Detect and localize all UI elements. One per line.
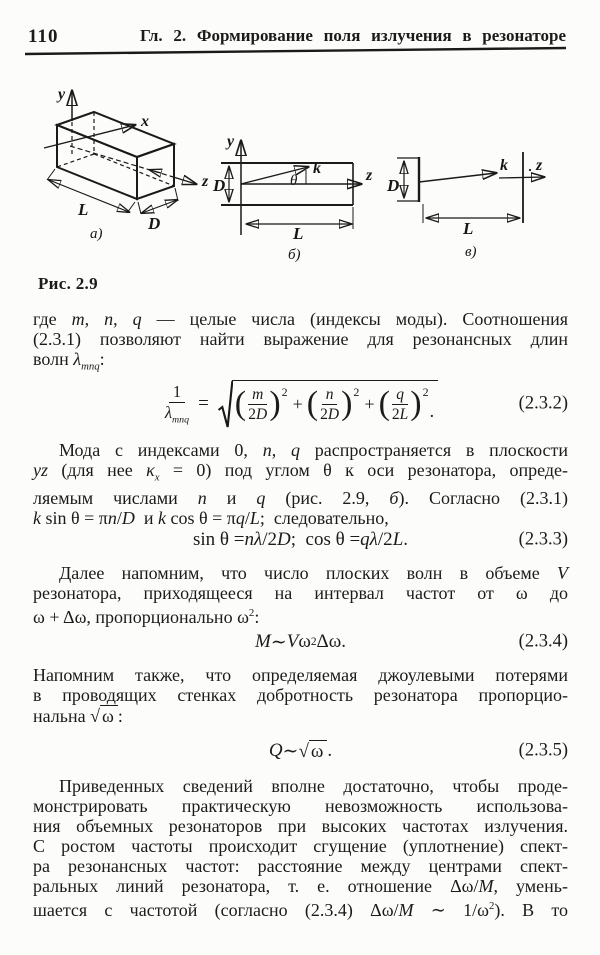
equation-2-3-2: [33, 378, 568, 430]
fig-v-k-label: k: [500, 157, 508, 174]
diagram-b: [212, 133, 373, 263]
text-line: шается с частотой (согласно (2.3.4) Δω/M ∼ $1/\omega^2$). В то: [33, 900, 568, 920]
fraction: $\frac{1}{\lambda_{mnq}}$: [164, 381, 190, 426]
text-line: волн $\lambda_{mnq}$:: [33, 349, 105, 373]
text-line: yz (для нее $\kappa_x = 0$) под углом θ к оси резонатора, опреде-: [33, 460, 569, 484]
fig-a-L-label: L: [78, 200, 89, 219]
text-line: ра резонансных частот: расстояние между центрами спект-: [33, 856, 568, 876]
fig-b-sublabel: б): [288, 247, 301, 263]
paragraph-1: [33, 309, 568, 377]
text-line: нальна √ ω :: [33, 706, 123, 726]
text-line: ния объемных резонаторов при высоких частотах излучения.: [33, 816, 568, 836]
radical-sign: [218, 380, 233, 428]
fig-b-z-label: z: [366, 167, 373, 184]
fig-b-D-label: D: [213, 176, 226, 195]
fig-v-z-label: z: [536, 157, 543, 174]
diagram-a: [44, 86, 209, 242]
equation-2-3-3: sin θ = nλ /2 D ; cos θ = qλ /2 L . (2.3.3): [192, 529, 568, 550]
equals-sign: =: [198, 393, 209, 414]
fig-v-sublabel: в): [465, 244, 477, 260]
figure-caption: Рис. 2.9: [38, 274, 98, 293]
fig-a-x-label: x: [141, 113, 149, 130]
paragraph-5: [33, 776, 568, 920]
fig-v-L-label: L: [463, 219, 474, 238]
text-line: Мода с индексами 0, n, q распространяется в плоскости: [59, 440, 569, 460]
equation-2-3-5: Q ∼ √ ω . (2.3.5): [268, 740, 568, 762]
paragraph-2: [33, 440, 568, 528]
fig-v-D-label: D: [387, 176, 400, 195]
text-line: С ростом частоты происходит сгущение (уплотнение) спект-: [33, 836, 568, 856]
equation-2-3-4: M ∼ V ω 2 Δω. (2.3.4): [254, 631, 568, 653]
fig-b-k-label: k: [313, 160, 321, 177]
fig-b-theta-label: θ: [290, 173, 298, 189]
equation-number: (2.3.5): [518, 740, 568, 761]
paragraph-4: [33, 665, 568, 726]
equation-number: (2.3.3): [518, 529, 568, 550]
text-line: Приведенных сведений вполне достаточно, чтобы проде-: [59, 776, 568, 796]
text-line: Далее напомним, что число плоских волн в объеме V: [59, 563, 568, 583]
text-line: монстрировать практическую невозможность использова-: [33, 796, 568, 816]
text-line: k sin θ = πn/D и k cos θ = πq/L; следовательно,: [33, 507, 389, 528]
text-line: ω + Δω, пропорционально $\omega^2$:: [33, 607, 260, 627]
fig-a-sublabel: а): [90, 226, 103, 242]
equation-number: (2.3.4): [518, 631, 568, 652]
text-line: резонатора, приходящееся на интервал частот от ω до: [33, 583, 568, 603]
fig-b-L-label: L: [293, 224, 304, 243]
equation-number: (2.3.2): [518, 393, 568, 414]
text-line: (2.3.1) позволяют найти выражение для резонансных длин: [33, 329, 568, 349]
text-line: где m, n, q — целые числа (индексы моды). Соотношения: [33, 309, 569, 329]
diagram-v: [386, 152, 544, 260]
fig-a-y-label: y: [58, 86, 66, 103]
text-line: Напомним также, что определяемая джоулевыми потерями: [33, 665, 568, 685]
running-head: Гл. 2. Формирование поля излучения в резонаторе: [140, 26, 566, 45]
fig-a-D-label: D: [148, 214, 161, 233]
text-line: ральных линий резонатора, т. е. отношение Δω/M, умень-: [33, 876, 569, 896]
text-line: ляемым числами n и q (рис. 2.9, б). Согласно (2.3.1): [33, 487, 568, 508]
fig-a-z-label: z: [202, 173, 209, 190]
page-number: 110: [28, 26, 59, 47]
figure-2-9: [0, 0, 600, 265]
text-line: в проводящих стенках добротность резонатора пропорцио-: [33, 685, 568, 705]
radical: ( $\frac{m}{2D}$ ) 2 + ( $\frac{n}{2D}$ ) 2 + ( $\frac{q}{2L}$ ) 2 .: [218, 380, 438, 428]
fig-b-y-label: y: [227, 133, 235, 150]
paragraph-3: [33, 563, 568, 627]
